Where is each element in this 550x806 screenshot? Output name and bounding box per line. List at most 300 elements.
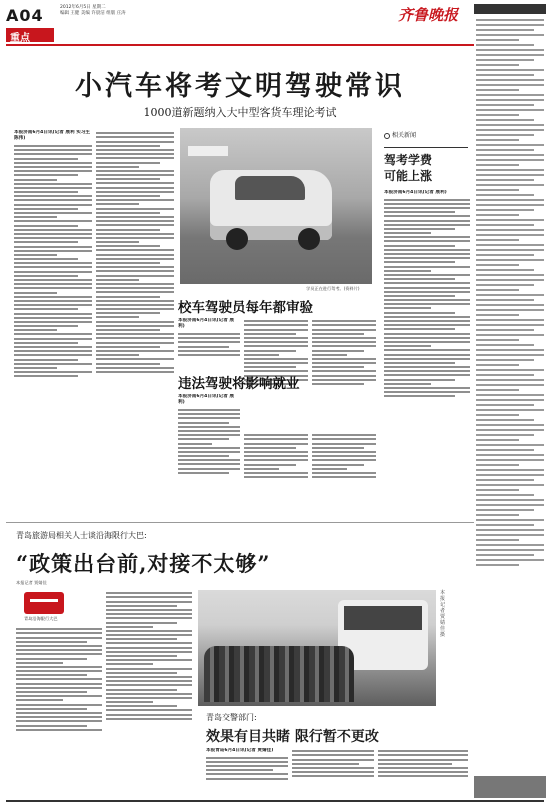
body-text-line <box>16 729 102 731</box>
body-text-line <box>384 287 470 289</box>
body-text-line <box>16 683 102 685</box>
ticker-line <box>476 499 544 501</box>
body-text-line <box>378 754 468 756</box>
body-text-line <box>14 304 92 306</box>
ticker-line <box>476 484 544 486</box>
ticker-line <box>476 319 544 321</box>
body-text-line <box>14 254 57 256</box>
ticker-line <box>476 269 534 271</box>
ticker-line <box>476 194 534 196</box>
ticker-line <box>476 289 519 291</box>
body-text-line <box>384 316 470 318</box>
body-text-line <box>14 212 92 214</box>
related-news-label <box>384 130 416 139</box>
body-text-line <box>16 708 87 710</box>
body-text-line <box>96 182 174 184</box>
ticker-line <box>476 299 534 301</box>
body-text-line <box>14 350 92 352</box>
body-text-line <box>14 287 92 289</box>
body-text-line <box>384 307 431 309</box>
body-text-line <box>384 299 470 301</box>
ticker-line <box>476 369 544 371</box>
body-text-line <box>312 383 364 385</box>
ticker-line <box>476 419 534 421</box>
body-text-line <box>244 329 308 331</box>
body-text-line <box>96 132 174 134</box>
body-text-line <box>384 240 470 242</box>
ticker-line <box>476 479 534 481</box>
ticker-line <box>476 184 544 186</box>
ticker-line <box>476 34 544 36</box>
body-text-line <box>14 338 92 340</box>
body-text-line <box>16 674 87 676</box>
body-text-line <box>378 759 468 761</box>
body-text-line <box>178 463 240 465</box>
body-text-line <box>178 409 240 411</box>
body-text-line <box>16 716 102 718</box>
ticker-line <box>476 179 534 181</box>
second-byline: 本报记者 贾婧佳 <box>16 580 47 585</box>
second-column-2 <box>106 590 192 796</box>
ticker-line <box>476 109 544 111</box>
ticker-line <box>476 554 534 556</box>
logo-caption: 青岛沿海限行大巴 <box>24 616 58 621</box>
body-text-line <box>178 426 240 428</box>
body-text-line <box>384 295 455 297</box>
body-text-line <box>106 592 192 594</box>
body-text-line <box>96 254 174 256</box>
body-text-line <box>292 750 374 752</box>
ticker-line <box>476 324 544 326</box>
body-text-line <box>16 695 102 697</box>
body-text-line <box>384 374 470 376</box>
body-text-line <box>244 324 308 326</box>
ticker-line <box>476 274 544 276</box>
body-text-line <box>244 341 308 343</box>
body-text-line <box>106 697 192 699</box>
body-text-line <box>244 459 308 461</box>
body-text-line <box>106 596 192 598</box>
body-text-line <box>312 341 376 343</box>
ticker-line <box>476 539 519 541</box>
body-text-line <box>244 447 296 449</box>
body-text-line <box>384 366 470 368</box>
body-text-line <box>244 354 279 356</box>
body-text-line <box>96 291 174 293</box>
body-text-line <box>14 183 92 185</box>
body-text-line <box>14 292 57 294</box>
body-text-line <box>106 642 192 644</box>
body-text-line <box>14 300 92 302</box>
ticker-line <box>476 529 544 531</box>
body-text-line <box>96 208 174 210</box>
violation-column-3 <box>312 432 376 506</box>
body-text-line <box>96 166 139 168</box>
ticker-line <box>476 159 544 161</box>
body-text-line <box>96 350 174 352</box>
body-text-line <box>312 434 376 436</box>
body-text-line <box>312 354 347 356</box>
body-text-line <box>96 270 174 272</box>
body-text-line <box>178 417 240 419</box>
body-text-line <box>14 216 57 218</box>
body-text-line <box>384 203 470 205</box>
body-text-line <box>384 349 470 351</box>
body-text-line <box>312 379 376 381</box>
body-text-line <box>96 237 174 239</box>
body-text-line <box>96 245 160 247</box>
body-text-line <box>312 464 364 466</box>
sidebar-rule <box>384 147 468 148</box>
ticker-line <box>476 489 519 491</box>
body-text-line <box>96 283 174 285</box>
masthead <box>0 0 550 48</box>
review-column-3 <box>312 318 376 428</box>
ticker-line <box>476 219 544 221</box>
body-text-line <box>244 451 308 453</box>
body-text-line <box>14 359 78 361</box>
sidebar-title <box>384 152 432 184</box>
body-text-line <box>106 668 192 670</box>
body-text-line <box>106 613 192 615</box>
ticker-line <box>476 349 544 351</box>
body-text-line <box>384 211 455 213</box>
body-text-line <box>16 712 102 714</box>
circle-icon <box>384 133 390 139</box>
body-text-line <box>292 754 374 756</box>
body-text-line <box>384 383 431 385</box>
body-text-line <box>14 367 57 369</box>
ticker-line <box>476 44 534 46</box>
ticker-line <box>476 239 519 241</box>
body-text-line <box>206 769 273 771</box>
body-text-line <box>384 245 455 247</box>
body-text-line <box>312 370 376 372</box>
body-text-line <box>14 153 92 155</box>
body-text-line <box>312 333 364 335</box>
body-text-line <box>244 358 308 360</box>
body-text-line <box>384 278 455 280</box>
ticker-line <box>476 84 544 86</box>
body-text-line <box>384 379 455 381</box>
body-text-line <box>312 451 376 453</box>
ticker-line <box>476 189 519 191</box>
ticker-line <box>476 344 534 346</box>
ticker-line <box>476 354 544 356</box>
body-text-line <box>96 136 174 138</box>
violation-column-2 <box>244 432 308 506</box>
body-text-line <box>312 366 364 368</box>
ticker-line <box>476 379 544 381</box>
body-text-line <box>14 275 78 277</box>
ticker-line <box>476 59 534 61</box>
body-text-line <box>106 663 153 665</box>
body-text-line <box>14 204 92 206</box>
body-text-line <box>96 258 174 260</box>
body-text-line <box>384 291 470 293</box>
ticker-line <box>476 309 544 311</box>
body-text-line <box>96 342 174 344</box>
ticker-line <box>476 134 534 136</box>
ticker-line <box>476 24 544 26</box>
body-text-line <box>244 434 308 436</box>
third-headline: 效果有目共睹 限行暂不更改 <box>206 729 379 745</box>
body-text-line <box>384 303 470 305</box>
ticker-line <box>476 204 544 206</box>
body-text-line <box>16 662 63 664</box>
body-text-line <box>106 609 192 611</box>
ad-box <box>474 776 546 798</box>
body-text-line <box>96 153 174 155</box>
body-text-line <box>14 250 92 252</box>
body-text-line <box>106 634 192 636</box>
body-text-line <box>178 468 240 470</box>
body-text-line <box>96 371 174 373</box>
body-text-line <box>292 767 374 769</box>
ticker-line <box>476 549 544 551</box>
body-text-line <box>14 375 78 377</box>
body-text-line <box>96 329 160 331</box>
body-text-line <box>178 337 240 339</box>
body-text-line <box>14 296 92 298</box>
body-text-line <box>96 325 174 327</box>
bus-window <box>344 606 422 630</box>
right-ticker-column <box>474 16 546 576</box>
body-text-line <box>206 778 288 780</box>
body-text-line <box>14 317 92 319</box>
sidebar-title-line: 可能上涨 <box>384 169 433 183</box>
ticker-line <box>476 169 544 171</box>
body-text-line <box>96 275 174 277</box>
body-text-line <box>96 149 174 151</box>
body-text-line <box>312 337 376 339</box>
body-text-line <box>14 329 57 331</box>
body-text-line <box>384 207 470 209</box>
body-text-line <box>178 451 240 453</box>
meta-date: 2012年6月5日 星期二 <box>60 5 106 10</box>
body-text-line <box>378 763 452 765</box>
ticker-line <box>476 444 544 446</box>
body-text-line <box>14 246 92 248</box>
body-text-line <box>384 354 470 356</box>
body-text-line <box>384 391 470 393</box>
body-text-line <box>384 257 470 259</box>
body-text-line <box>384 220 470 222</box>
ticker-line <box>476 224 534 226</box>
ticker-line <box>476 19 544 21</box>
ticker-line <box>476 39 519 41</box>
body-text-line <box>106 680 192 682</box>
crowd-shape <box>204 646 354 702</box>
ticker-line <box>476 414 519 416</box>
body-text-line <box>14 233 92 235</box>
ticker-line <box>476 64 519 66</box>
body-text-line <box>14 179 57 181</box>
body-text-line <box>96 224 174 226</box>
ticker-line <box>476 114 519 116</box>
body-text-line <box>14 333 92 335</box>
third-column-1 <box>206 748 288 798</box>
body-text-line <box>106 689 177 691</box>
body-text-line <box>96 300 174 302</box>
body-text-line <box>244 345 308 347</box>
body-text-line <box>312 345 376 347</box>
ticker-line <box>476 494 534 496</box>
ticker-line <box>476 49 544 51</box>
subhead-review: 校车驾驶员每年都审验 <box>178 300 313 316</box>
body-text-line <box>16 632 102 634</box>
bus-photo-caption: 本报记者 贾婧佳 摄 <box>440 590 446 638</box>
body-text-line <box>106 676 192 678</box>
ticker-line <box>476 454 544 456</box>
body-text-line <box>178 422 229 424</box>
ticker-line <box>476 244 544 246</box>
body-text-line <box>106 638 177 640</box>
sidebar-body <box>384 190 470 508</box>
ticker-line <box>476 469 544 471</box>
body-text-line <box>384 337 470 339</box>
top-rule <box>6 44 474 46</box>
body-text-line <box>14 225 78 227</box>
body-text-line <box>312 329 376 331</box>
body-text-line <box>16 704 102 706</box>
ticker-line <box>476 69 544 71</box>
coastal-limit-logo <box>24 592 64 614</box>
body-text-line <box>384 320 470 322</box>
body-text-line <box>16 666 102 668</box>
body-text-line <box>16 720 102 722</box>
body-text-line <box>14 166 92 168</box>
third-byline: 本报青岛6月4日讯(记者 贾婧佳) <box>206 748 274 753</box>
body-text-line <box>96 333 174 335</box>
ticker-line <box>476 534 544 536</box>
body-text-line <box>178 455 229 457</box>
body-text-line <box>178 443 212 445</box>
body-text-line <box>96 266 174 268</box>
body-text-line <box>96 316 139 318</box>
body-text-line <box>384 274 470 276</box>
lead-byline: 本报济南6月4日讯(记者 展利 实习生 陈伟) <box>14 130 91 142</box>
second-kicker: 青岛旅游局相关人士谈沿海限行大巴: <box>16 531 147 540</box>
ticker-line <box>476 149 534 151</box>
ticker-line <box>476 99 544 101</box>
body-text-line <box>244 438 308 440</box>
body-text-line <box>14 371 92 373</box>
ticker-line <box>476 564 519 566</box>
body-text-line <box>14 145 92 147</box>
ticker-line <box>476 509 534 511</box>
ticker-line <box>476 129 544 131</box>
ticker-line <box>476 119 534 121</box>
ticker-line <box>476 404 534 406</box>
body-text-line <box>384 282 470 284</box>
ticker-line <box>476 264 519 266</box>
body-text-line <box>14 271 92 273</box>
ticker-line <box>476 254 534 256</box>
car-wheel <box>226 228 248 250</box>
review-column-1 <box>178 318 240 366</box>
ticker-line <box>476 29 534 31</box>
body-text-line <box>384 228 455 230</box>
body-text-line <box>16 649 102 651</box>
body-text-line <box>16 658 87 660</box>
body-text-line <box>106 626 153 628</box>
body-text-line <box>244 443 308 445</box>
body-text-line <box>178 472 229 474</box>
body-text-line <box>96 170 174 172</box>
body-text-line <box>96 203 139 205</box>
body-text-line <box>16 641 87 643</box>
body-text-line <box>244 476 308 478</box>
body-text-line <box>292 771 374 773</box>
subhead-violation: 违法驾驶将影响就业 <box>178 376 300 392</box>
ticker-line <box>476 89 519 91</box>
body-text-line <box>96 178 160 180</box>
body-text-line <box>244 333 296 335</box>
bus-photo <box>198 590 436 706</box>
ticker-line <box>476 304 544 306</box>
body-text-line <box>312 455 376 457</box>
body-text-line <box>16 725 87 727</box>
body-text-line <box>14 363 92 365</box>
body-text-line <box>206 765 288 767</box>
body-text-line <box>106 709 192 711</box>
ticker-line <box>476 364 519 366</box>
body-text-line <box>106 630 192 632</box>
ticker-line <box>476 284 534 286</box>
third-column-3 <box>378 748 468 798</box>
ticker-line <box>476 174 544 176</box>
body-text-line <box>14 354 92 356</box>
body-text-line <box>106 601 192 603</box>
body-text-line <box>106 605 177 607</box>
body-text-line <box>312 476 376 478</box>
body-text-line <box>312 320 376 322</box>
body-text-line <box>384 328 455 330</box>
body-text-line <box>96 229 160 231</box>
bottom-rule <box>6 800 544 802</box>
body-text-line <box>312 438 376 440</box>
body-text-line <box>292 775 374 777</box>
ticker-line <box>476 294 544 296</box>
body-text-line <box>384 370 470 372</box>
body-text-line <box>384 345 431 347</box>
body-text-line <box>16 691 87 693</box>
body-text-line <box>16 670 102 672</box>
car-window <box>235 176 305 200</box>
body-text-line <box>384 358 470 360</box>
body-text-line <box>14 149 92 151</box>
body-text-line <box>96 141 174 143</box>
body-text-line <box>384 261 455 263</box>
weather-box <box>474 4 546 14</box>
section-tag: 重点 <box>6 28 54 42</box>
body-text-line <box>16 637 102 639</box>
ticker-line <box>476 409 544 411</box>
body-text-line <box>384 341 470 343</box>
body-text-line <box>16 645 102 647</box>
body-text-line <box>14 195 92 197</box>
ticker-line <box>476 559 544 561</box>
body-text-line <box>178 350 240 352</box>
body-text-line <box>96 220 174 222</box>
body-text-line <box>96 337 174 339</box>
ticker-line <box>476 339 519 341</box>
body-text-line <box>312 358 376 360</box>
ticker-line <box>476 519 544 521</box>
body-text-line <box>96 212 160 214</box>
body-text-line <box>14 208 78 210</box>
